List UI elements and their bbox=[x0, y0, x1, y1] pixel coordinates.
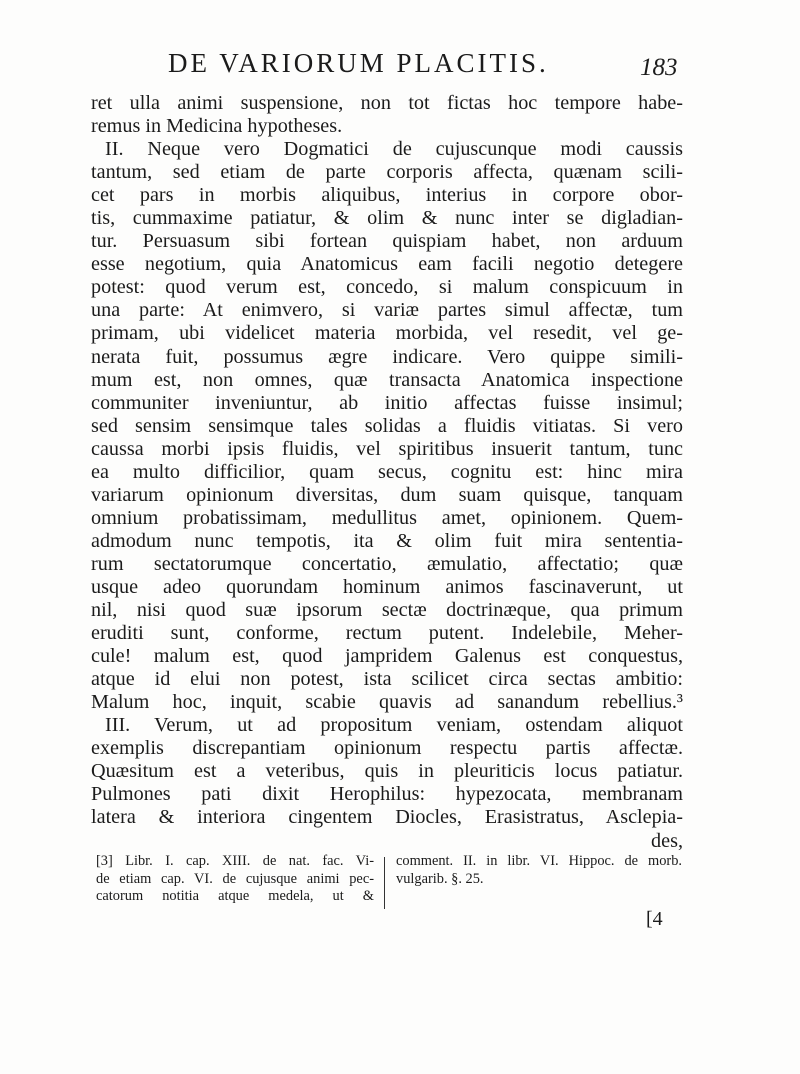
text-line: admodum nunc tempotis, ita & olim fuit mira sententia- bbox=[91, 529, 683, 552]
catchword: des, bbox=[651, 829, 683, 852]
body-text bbox=[91, 92, 683, 853]
text-line: cet pars in morbis aliquibus, interius in corpore obor- bbox=[91, 184, 683, 207]
footnote-right-column bbox=[396, 853, 682, 888]
text-line: Pulmones pati dixit Herophilus: hypezocata, membranam bbox=[91, 783, 683, 806]
text-line: esse negotium, quia Anatomicus eam facili negotio detegere bbox=[91, 253, 683, 276]
text-line: eruditi sunt, conforme, rectum putent. Indelebile, Meher- bbox=[91, 622, 683, 645]
text-line: atque id elui non potest, ista scilicet circa sectas ambitio: bbox=[91, 668, 683, 691]
footnote-divider bbox=[384, 857, 385, 909]
text-line: ret ulla animi suspensione, non tot fictas hoc tempore habe- bbox=[91, 92, 683, 114]
text-line: remus in Medicina hypotheses. bbox=[91, 115, 343, 138]
text-line: mum est, non omnes, quæ transacta Anatomica inspectione bbox=[91, 368, 683, 391]
footnote-line: de etiam cap. VI. de cujusque animi pec- bbox=[96, 870, 374, 887]
text-line: Quæsitum est a veteribus, quis in pleuriticis locus patiatur. bbox=[91, 760, 683, 783]
text-line: II. Neque vero Dogmatici de cujuscunque modi caussis bbox=[105, 138, 683, 161]
footnote-line: catorum notitia atque medela, ut & bbox=[96, 888, 374, 904]
text-line: nil, nisi quod suæ ipsorum sectæ doctrinæque, qua primum bbox=[91, 599, 683, 622]
text-line: communiter inveniuntur, ab initio affectas fuisse insimul; bbox=[91, 391, 683, 414]
text-line: exemplis discrepantiam opinionum respectu partis affectæ. bbox=[91, 737, 683, 760]
text-line: III. Verum, ut ad propositum veniam, ostendam aliquot bbox=[105, 714, 683, 737]
page-number: 183 bbox=[640, 54, 678, 81]
footnote-line: [3] Libr. I. cap. XIII. de nat. fac. Vi- bbox=[96, 853, 374, 869]
text-line: tantum, sed etiam de parte corporis affecta, quænam scili- bbox=[91, 161, 683, 184]
text-line: usque adeo quorundam hominum animos fascinaverunt, ut bbox=[91, 575, 683, 598]
text-line: una parte: At enimvero, si variæ partes simul affectæ, tum bbox=[91, 299, 683, 322]
text-line: omnium probatissimam, medullitus amet, opinionem. Quem- bbox=[91, 506, 683, 529]
signature-mark: [4 bbox=[646, 908, 663, 930]
text-line: rum sectatorumque concertatio, æmulatio, affectatio; quæ bbox=[91, 552, 683, 575]
footnote-left-column bbox=[96, 853, 374, 906]
text-line: sed sensim sensimque tales solidas a fluidis vitiatas. Si vero bbox=[91, 414, 683, 437]
text-line: ea multo difficilior, quam secus, cognitu est: hinc mira bbox=[91, 460, 683, 483]
footnote-line: comment. II. in libr. VI. Hippoc. de morb. bbox=[396, 853, 682, 869]
text-line: tis, cummaxime patiatur, & olim & nunc inter se digladian- bbox=[91, 207, 683, 230]
text-line: tur. Persuasum sibi fortean quispiam habet, non arduum bbox=[91, 230, 683, 253]
footnote-line: vulgarib. §. 25. bbox=[396, 870, 484, 887]
text-line: cule! malum est, quod jampridem Galenus est conquestus, bbox=[91, 645, 683, 668]
text-line: potest: quod verum est, concedo, si malum conspicuum in bbox=[91, 276, 683, 299]
text-line: Malum hoc, inquit, scabie quavis ad sanandum rebellius.³ bbox=[91, 691, 683, 714]
text-line: primam, ubi videlicet materia morbida, vel resedit, vel ge- bbox=[91, 322, 683, 345]
text-line: caussa morbi ipsis fluidis, vel spiritibus insuerit tantum, tunc bbox=[91, 437, 683, 460]
text-line: variarum opinionum diversitas, dum suam quisque, tanquam bbox=[91, 483, 683, 506]
text-line: nerata fuit, possumus ægre indicare. Vero quippe simili- bbox=[91, 345, 683, 368]
running-title: DE VARIORUM PLACITIS. bbox=[168, 48, 549, 78]
text-line: latera & interiora cingentem Diocles, Erasistratus, Asclepia- bbox=[91, 806, 683, 829]
